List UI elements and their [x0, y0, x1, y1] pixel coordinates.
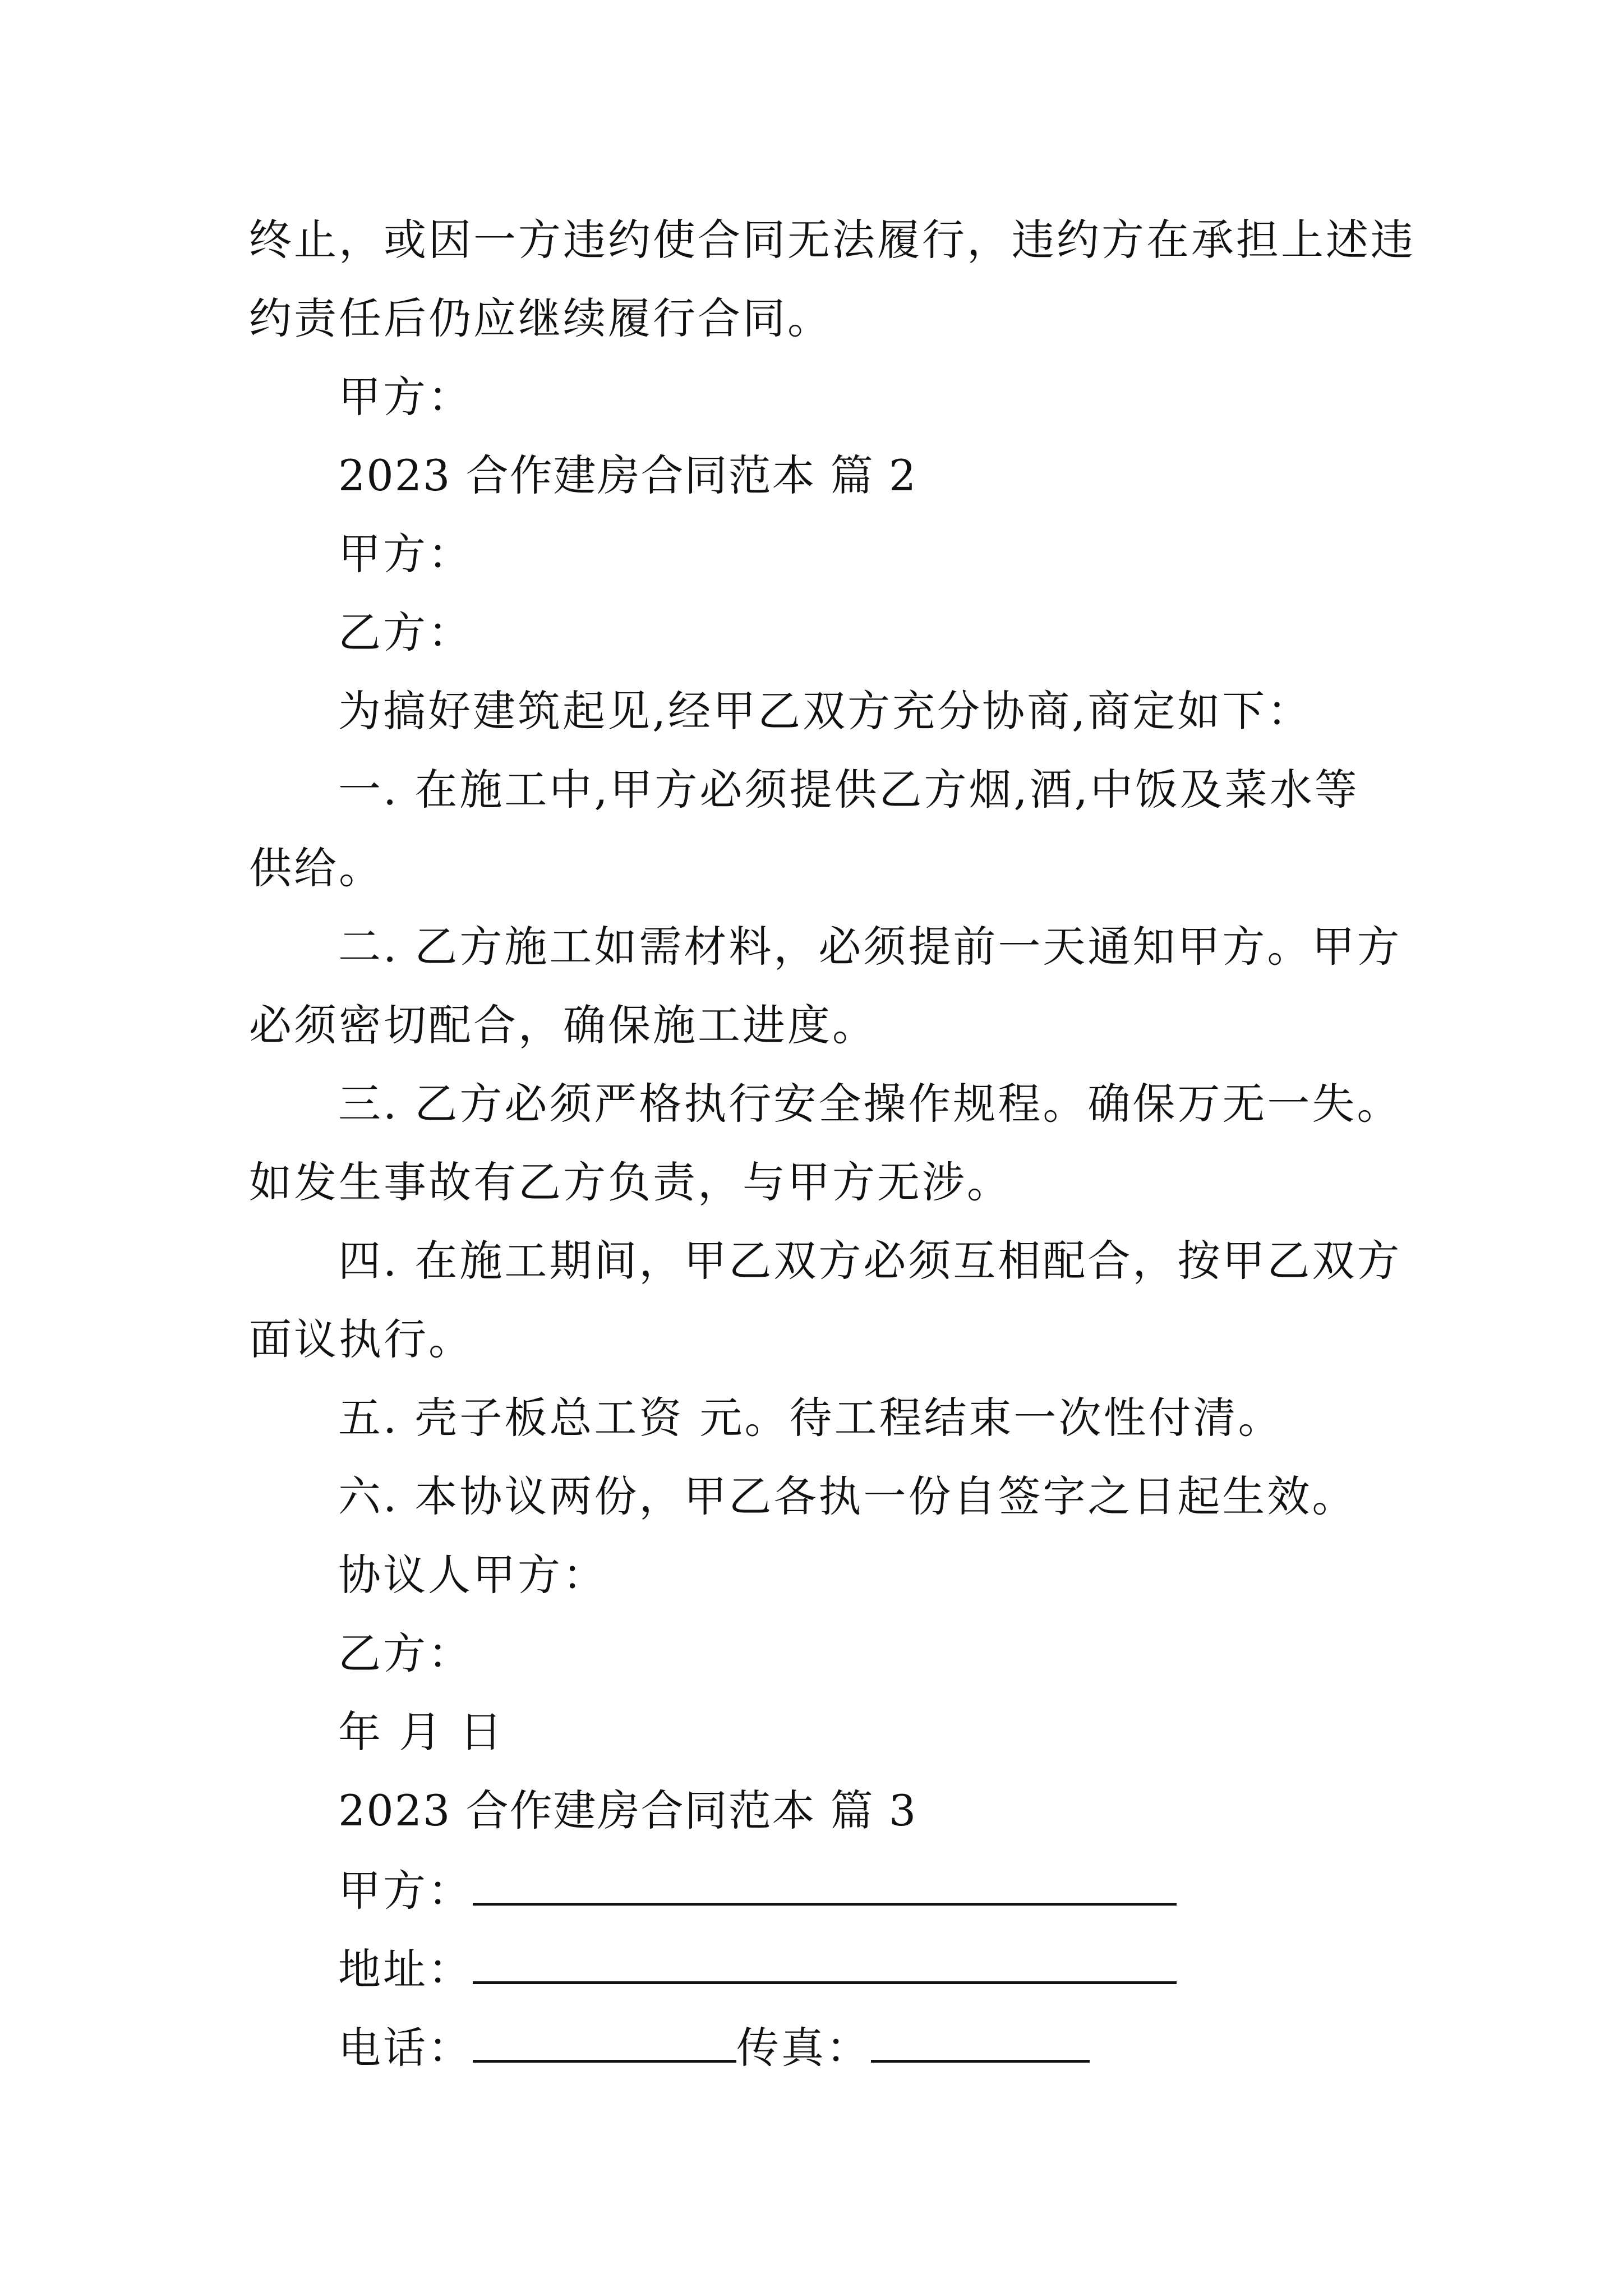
text-line: 五. 壳子板总工资 元。待工程结束一次性付清。: [338, 1393, 1283, 1443]
fax-blank[interactable]: [871, 2025, 1090, 2063]
date-line: 年 月 日: [338, 1707, 505, 1757]
text-line: 约责任后仍应继续履行合同。: [249, 293, 832, 343]
text-line: 供给。: [249, 843, 384, 893]
text-line: 甲方：: [338, 529, 473, 579]
text-line: 为搞好建筑起见,经甲乙双方充分协商,商定如下：: [338, 686, 1312, 736]
party-a-blank[interactable]: [473, 1868, 1177, 1906]
party-a-row: [338, 1866, 1177, 1916]
party-a-label: 甲方：: [338, 1866, 473, 1916]
section-heading: 2023 合作建房合同范本 篇 2: [338, 450, 917, 500]
text-line: 甲方：: [338, 372, 473, 422]
text-line: 协议人甲方：: [338, 1550, 607, 1600]
text-line: 四. 在施工期间，甲乙双方必须互相配合，按甲乙双方: [338, 1236, 1402, 1286]
text-line: 六. 本协议两份，甲乙各执一份自签字之日起生效。: [338, 1471, 1357, 1521]
section-heading: 2023 合作建房合同范本 篇 3: [338, 1786, 917, 1835]
text-line: 一. 在施工中,甲方必须提供乙方烟,酒,中饭及菜水等: [338, 765, 1359, 815]
text-line: 面议执行。: [249, 1314, 473, 1364]
address-blank[interactable]: [473, 1947, 1177, 1984]
fax-label: 传真：: [736, 2023, 871, 2073]
address-row: [338, 1944, 1177, 1994]
address-label: 地址：: [338, 1944, 473, 1994]
text-line: 如发生事故有乙方负责，与甲方无涉。: [249, 1157, 1012, 1207]
text-line: 乙方：: [338, 608, 473, 657]
phone-blank[interactable]: [473, 2025, 736, 2063]
phone-label: 电话：: [338, 2023, 473, 2073]
text-line: 乙方：: [338, 1628, 473, 1678]
text-line: 三. 乙方必须严格执行安全操作规程。确保万无一失。: [338, 1079, 1402, 1129]
text-line: 二. 乙方施工如需材料，必须提前一天通知甲方。甲方: [338, 922, 1402, 972]
text-line: 终止，或因一方违约使合同无法履行，违约方在承担上述违: [249, 215, 1415, 265]
phone-fax-row: [338, 2023, 1090, 2073]
text-line: 必须密切配合，确保施工进度。: [249, 1000, 877, 1050]
